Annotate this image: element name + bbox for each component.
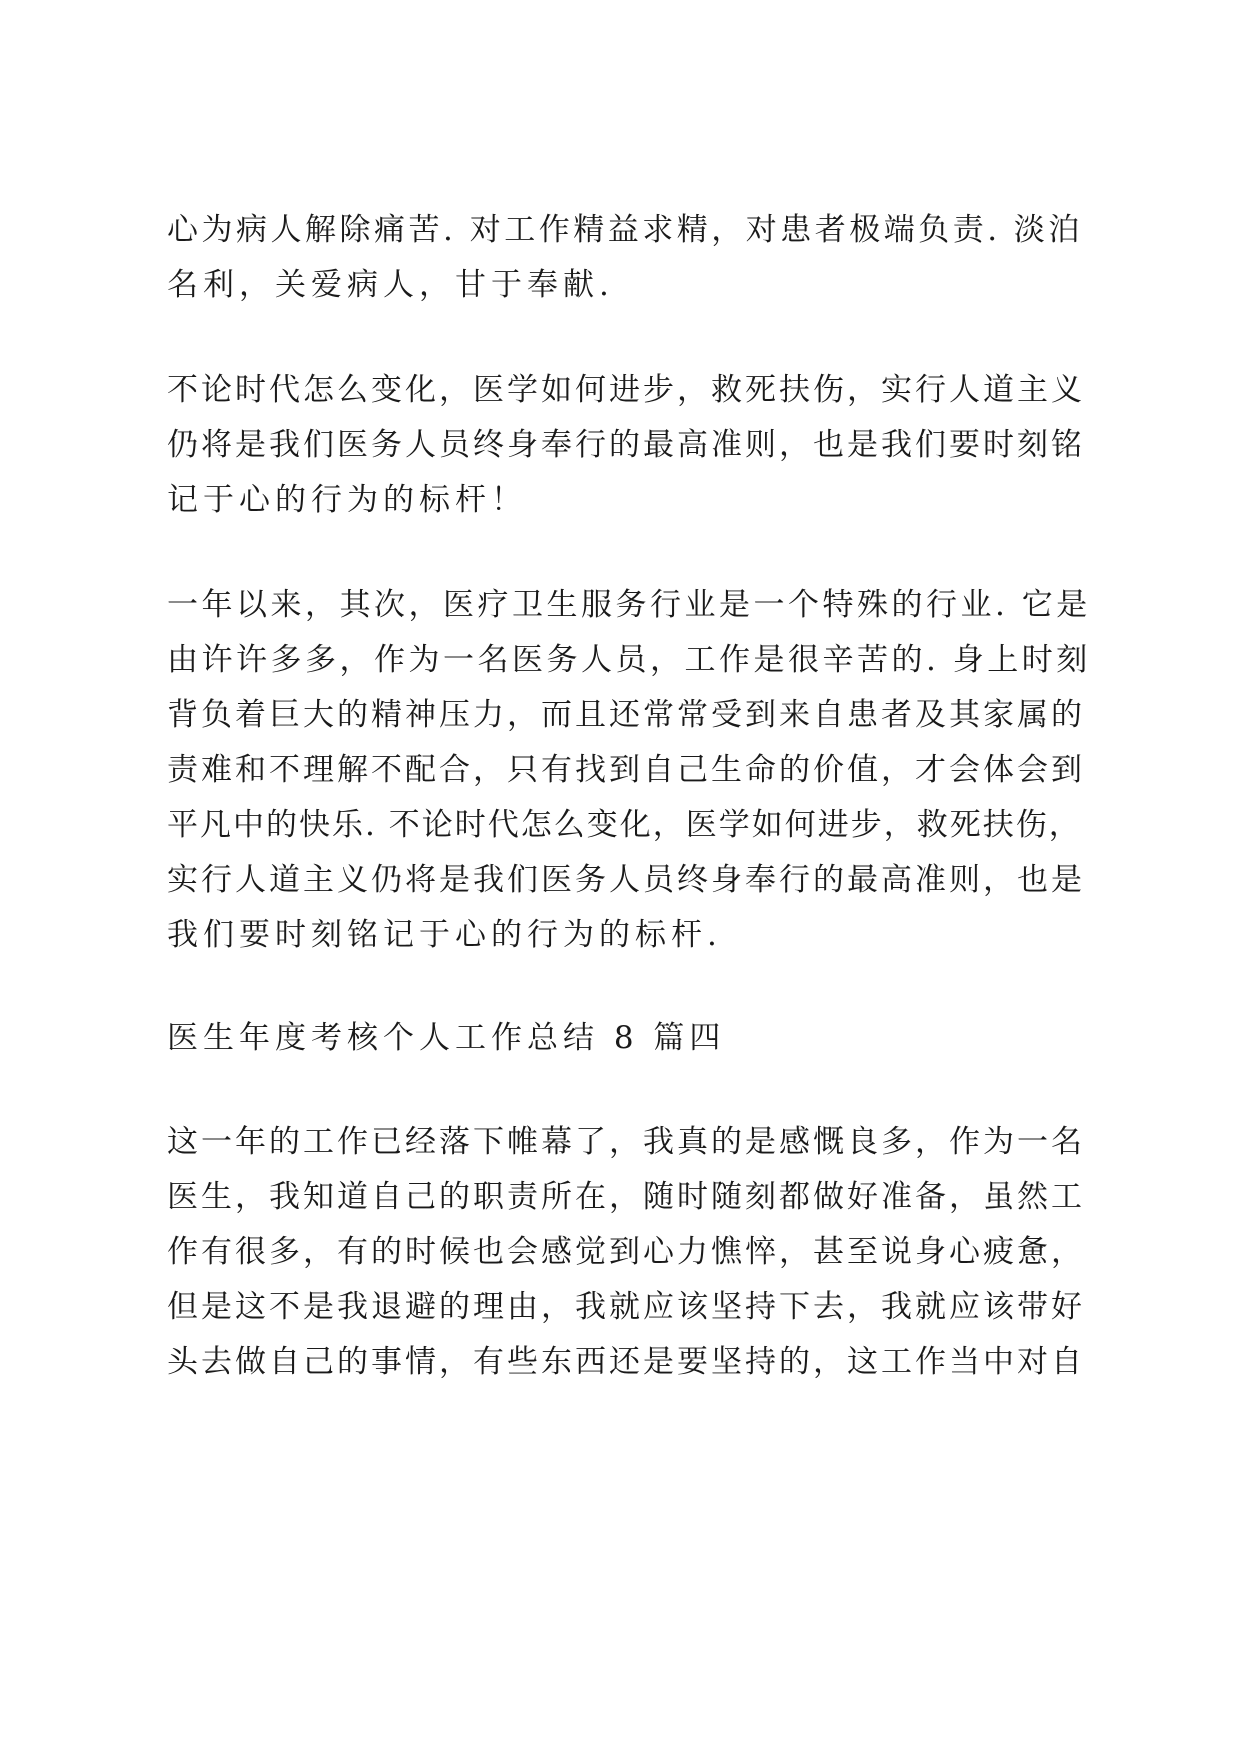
paragraph-4-line-4: 但是这不是我退避的理由，我就应该坚持下去，我就应该带好 (167, 1289, 1085, 1325)
paragraph-3-line-2: 由许许多多，作为一名医务人员，工作是很辛苦的. 身上时刻 (167, 642, 1091, 678)
paragraph-4-line-3: 作有很多，有的时候也会感觉到心力憔悴，甚至说身心疲惫， (167, 1234, 1085, 1270)
paragraph-4-line-1: 这一年的工作已经落下帷幕了，我真的是感慨良多，作为一名 (167, 1124, 1085, 1160)
paragraph-2-line-2: 仍将是我们医务人员终身奉行的最高准则，也是我们要时刻铭 (167, 427, 1085, 463)
paragraph-4-line-5: 头去做自己的事情，有些东西还是要坚持的，这工作当中对自 (167, 1344, 1085, 1380)
paragraph-3-line-4: 责难和不理解不配合，只有找到自己生命的价值，才会体会到 (167, 752, 1085, 788)
paragraph-4-line-2: 医生，我知道自己的职责所在，随时随刻都做好准备，虽然工 (167, 1179, 1085, 1215)
paragraph-3-line-6: 实行人道主义仍将是我们医务人员终身奉行的最高准则，也是 (167, 862, 1085, 898)
paragraph-2-line-3: 记于心的行为的标杆！ (167, 482, 527, 518)
paragraph-3-line-3: 背负着巨大的精神压力，而且还常常受到来自患者及其家属的 (167, 697, 1085, 733)
paragraph-3-line-1: 一年以来，其次，医疗卫生服务行业是一个特殊的行业. 它是 (167, 587, 1091, 623)
section-heading: 医生年度考核个人工作总结 8 篇四 (167, 1020, 726, 1056)
paragraph-1-line-1: 心为病人解除痛苦. 对工作精益求精，对患者极端负责. 淡泊 (167, 212, 1083, 248)
paragraph-2-line-1: 不论时代怎么变化，医学如何进步，救死扶伤，实行人道主义 (167, 372, 1085, 408)
paragraph-3-line-7: 我们要时刻铭记于心的行为的标杆. (167, 917, 722, 953)
paragraph-1-line-2: 名利，关爱病人，甘于奉献. (167, 267, 614, 303)
paragraph-3-line-5: 平凡中的快乐. 不论时代怎么变化，医学如何进步，救死扶伤， (167, 807, 1082, 843)
